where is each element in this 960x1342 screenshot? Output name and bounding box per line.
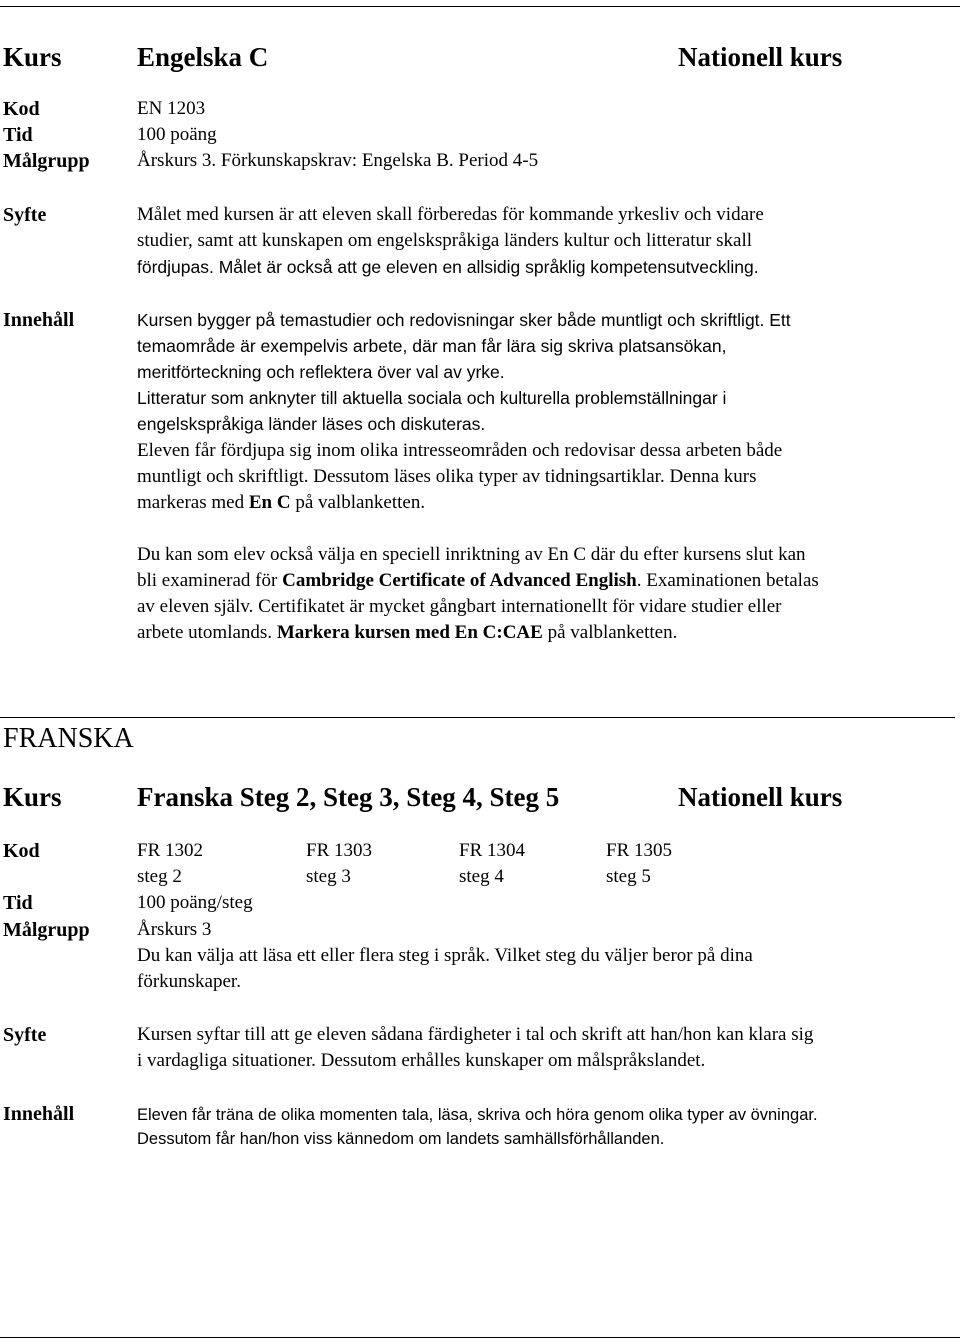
bottom-rule: [0, 1337, 960, 1338]
innehall-line: temaområde är exempelvis arbete, där man får lära sig skriva platsansökan,: [137, 336, 727, 356]
malgrupp-label: Målgrupp: [3, 919, 90, 941]
tid-label: Tid: [3, 124, 33, 146]
syfte-line: i vardagliga situationer. Dessutom erhålles kunskaper om målspråkslandet.: [137, 1050, 706, 1071]
syfte-line: Kursen syftar till att ge eleven sådana färdigheter i tal och skrift att han/hon kan klara sig: [137, 1024, 814, 1045]
syfte-line: Målet med kursen är att eleven skall förberedas för kommande yrkesliv och vidare: [137, 204, 764, 225]
markeras-post: på valblanketten.: [290, 492, 426, 513]
innehall-line: muntligt och skriftligt. Dessutom läses olika typer av tidningsartiklar. Denna kurs: [137, 466, 757, 487]
syfte-label: Syfte: [3, 204, 47, 226]
tid-value: 100 poäng: [137, 124, 217, 145]
syfte-line: studier, samt att kunskapen om engelskspråkiga länders kultur och litteratur skall: [137, 230, 753, 251]
markeras-pre: markeras med: [137, 492, 249, 513]
tid-value: 100 poäng/steg: [137, 892, 253, 913]
cae-line: av eleven själv. Certifikatet är mycket gångbart internationellt för vidare studier eller: [137, 596, 782, 617]
malgrupp-note: förkunskaper.: [137, 971, 241, 992]
innehall-line: Eleven får fördjupa sig inom olika intresseområden och redovisar dessa arbeten både: [137, 440, 783, 461]
malgrupp-note: Du kan välja att läsa ett eller flera steg i språk. Vilket steg du väljer beror på dina: [137, 945, 753, 966]
kurs-label: Kurs: [3, 42, 62, 72]
kod-label: Kod: [3, 840, 40, 862]
course-name: Engelska C: [137, 42, 269, 72]
syfte-line: fördjupas. Målet är också att ge eleven en allsidig språklig kompetensutveckling.: [137, 257, 759, 277]
markeras-line: [137, 490, 425, 516]
course-code: FR 1304: [459, 840, 525, 861]
section-rule: [0, 717, 955, 718]
course-step: steg 3: [306, 866, 351, 887]
nationell-kurs-label: Nationell kurs: [678, 782, 843, 812]
malgrupp-value: Årskurs 3. Förkunskapskrav: Engelska B. Period 4-5: [137, 150, 539, 171]
malgrupp-label: Målgrupp: [3, 150, 90, 172]
course-code: FR 1302: [137, 840, 203, 861]
innehall-line: Kursen bygger på temastudier och redovisningar sker både muntligt och skriftligt. Ett: [137, 310, 791, 330]
cae-bold: Markera kursen med En C:CAE: [276, 622, 543, 643]
tid-label: Tid: [3, 892, 33, 914]
markeras-bold: En C: [248, 492, 291, 513]
innehall-line: Eleven får träna de olika momenten tala, läsa, skriva och höra genom olika typer av övningar.: [137, 1106, 818, 1124]
cae-line: Du kan som elev också välja en speciell inriktning av En C där du efter kursens slut kan: [137, 544, 806, 565]
course-step: steg 4: [459, 866, 504, 887]
course-code: FR 1303: [306, 840, 372, 861]
nationell-kurs-label: Nationell kurs: [678, 42, 843, 72]
course-name: Franska Steg 2, Steg 3, Steg 4, Steg 5: [137, 782, 560, 812]
innehall-line: Dessutom får han/hon viss kännedom om landets samhällsförhållanden.: [137, 1130, 665, 1148]
cae-bold: Cambridge Certificate of Advanced English: [282, 570, 637, 591]
malgrupp-value: Årskurs 3: [137, 919, 212, 940]
course-step: steg 5: [606, 866, 651, 887]
innehall-label: Innehåll: [3, 309, 75, 331]
cae-post: på valblanketten.: [542, 622, 678, 643]
innehall-line: meritförteckning och reflektera över val av yrke.: [137, 362, 505, 382]
cae-pre: bli examinerad för: [137, 570, 283, 591]
kurs-label: Kurs: [3, 782, 62, 812]
course-code: FR 1305: [606, 840, 672, 861]
innehall-line: engelskspråkiga länder läses och diskuteras.: [137, 414, 486, 434]
innehall-line: Litteratur som anknyter till aktuella sociala och kulturella problemställningar i: [137, 388, 727, 408]
kod-label: Kod: [3, 98, 40, 120]
kod-value: EN 1203: [137, 98, 206, 119]
syfte-label: Syfte: [3, 1024, 47, 1046]
section-title: FRANSKA: [3, 723, 134, 754]
cae-post: . Examinationen betalas: [636, 570, 819, 591]
top-rule: [0, 6, 960, 7]
cae-pre: arbete utomlands.: [137, 622, 277, 643]
cae-line: [137, 620, 677, 646]
cae-line: [137, 568, 819, 594]
course-step: steg 2: [137, 866, 182, 887]
innehall-label: Innehåll: [3, 1103, 75, 1125]
